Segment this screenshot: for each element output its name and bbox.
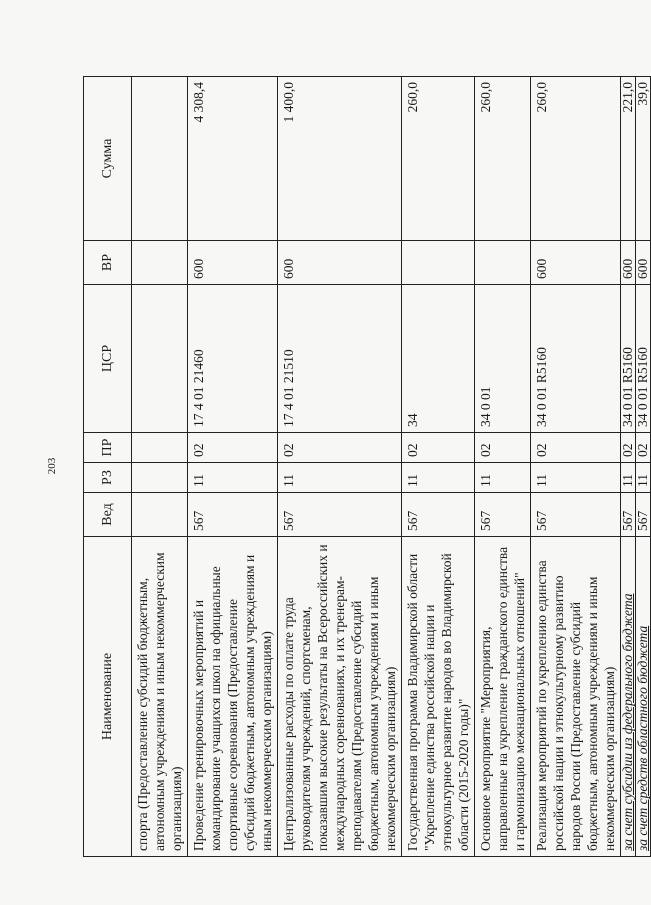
cell-vr — [132, 241, 188, 285]
header-rz: РЗ — [84, 463, 132, 493]
cell-csr: 34 0 01 — [475, 285, 531, 433]
cell-vr: 600 — [531, 241, 621, 285]
cell-name: за счет субсидии из федерального бюджета — [621, 537, 636, 857]
cell-csr: 34 0 01 R5160 — [621, 285, 636, 433]
table-row — [621, 77, 636, 857]
cell-csr: 17 4 01 21510 — [278, 285, 402, 433]
table-row — [132, 77, 188, 857]
cell-ved: 567 — [531, 493, 621, 537]
cell-ved: 567 — [278, 493, 402, 537]
table-row — [475, 77, 531, 857]
cell-ved: 567 — [621, 493, 636, 537]
cell-sum: 260,0 — [531, 77, 621, 241]
cell-pr: 02 — [636, 433, 651, 463]
header-vr: ВР — [84, 241, 132, 285]
cell-rz: 11 — [475, 463, 531, 493]
cell-ved: 567 — [475, 493, 531, 537]
cell-pr — [132, 433, 188, 463]
cell-sum: 260,0 — [475, 77, 531, 241]
cell-vr: 600 — [636, 241, 651, 285]
cell-rz — [132, 463, 188, 493]
rotated-table-container — [83, 77, 650, 857]
header-name: Наименование — [84, 537, 132, 857]
header-ved: Вед — [84, 493, 132, 537]
cell-sum: 260,0 — [402, 77, 475, 241]
table-row — [636, 77, 651, 857]
cell-rz: 11 — [531, 463, 621, 493]
header-pr: ПР — [84, 433, 132, 463]
cell-pr: 02 — [402, 433, 475, 463]
cell-vr: 600 — [188, 241, 278, 285]
cell-rz: 11 — [621, 463, 636, 493]
cell-ved: 567 — [188, 493, 278, 537]
table-header-row — [84, 77, 132, 857]
cell-pr: 02 — [188, 433, 278, 463]
table-row — [531, 77, 621, 857]
cell-vr: 600 — [278, 241, 402, 285]
cell-csr — [132, 285, 188, 433]
cell-name: спорта (Предоставление субсидий бюджетным, автономным учреждениям и иным некоммерческим организациям) — [132, 537, 188, 857]
cell-rz: 11 — [278, 463, 402, 493]
cell-ved — [132, 493, 188, 537]
cell-pr: 02 — [278, 433, 402, 463]
cell-ved: 567 — [636, 493, 651, 537]
cell-vr — [475, 241, 531, 285]
table-row — [402, 77, 475, 857]
cell-rz: 11 — [402, 463, 475, 493]
header-sum: Сумма — [84, 77, 132, 241]
cell-name: Проведение тренировочных мероприятий и командирование учащихся школ на официальные спортивные соревнования (Предоставление субсидий бюджетным, автономным учреждениям и иным некоммерческим организациям) — [188, 537, 278, 857]
cell-sum: 221,0 — [621, 77, 636, 241]
cell-vr — [402, 241, 475, 285]
table-row — [188, 77, 278, 857]
cell-sum: 4 308,4 — [188, 77, 278, 241]
cell-name: Реализация мероприятий по укреплению единства российской нации и этнокультурному развитию народов России (Предоставление субсидий бюджетным, автономным учреждениям и иным некоммерческим организациям) — [531, 537, 621, 857]
page-number: 203 — [46, 457, 58, 475]
cell-name: Основное мероприятие "Мероприятия, направленные на укрепление гражданского единства и гармонизацию межнациональных отношений" — [475, 537, 531, 857]
cell-ved: 567 — [402, 493, 475, 537]
cell-csr: 34 0 01 R5160 — [531, 285, 621, 433]
cell-sum: 39,0 — [636, 77, 651, 241]
cell-pr: 02 — [475, 433, 531, 463]
cell-csr: 34 — [402, 285, 475, 433]
cell-csr: 34 0 01 R5160 — [636, 285, 651, 433]
cell-sum: 1 400,0 — [278, 77, 402, 241]
budget-table — [83, 76, 651, 857]
header-csr: ЦСР — [84, 285, 132, 433]
cell-pr: 02 — [531, 433, 621, 463]
cell-rz: 11 — [636, 463, 651, 493]
cell-vr: 600 — [621, 241, 636, 285]
cell-name: Государственная программа Владимирской области "Укрепление единства российской нации и этнокультурное развитие народов во Владимирской области (2015-2020 годы)" — [402, 537, 475, 857]
cell-name: за счет средств областного бюджета — [636, 537, 651, 857]
table-row — [278, 77, 402, 857]
cell-rz: 11 — [188, 463, 278, 493]
cell-pr: 02 — [621, 433, 636, 463]
cell-sum — [132, 77, 188, 241]
cell-csr: 17 4 01 21460 — [188, 285, 278, 433]
cell-name: Централизованные расходы по оплате труда руководителям учреждений, спортсменам, показавшим высокие результаты на Всероссийских и международных соревнованиях, и их тренерам-преподавателям (Предоставление субсидий бюджетным, автономным учреждениям и иным некоммерческим организациям) — [278, 537, 402, 857]
